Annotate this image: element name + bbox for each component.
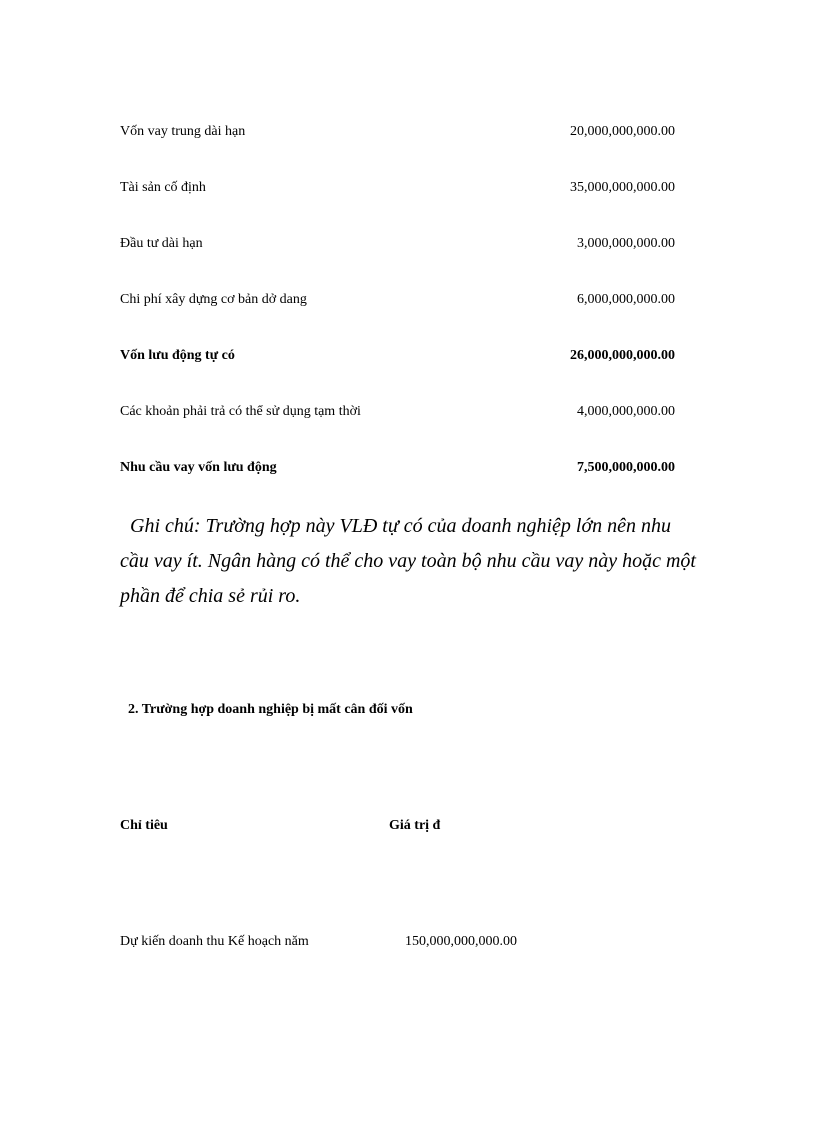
row-label: Vốn lưu động tự có (120, 348, 235, 363)
table-row-label: Dự kiến doanh thu Kế hoạch năm (120, 934, 309, 949)
row-value: 7,500,000,000.00 (577, 460, 675, 475)
row-value: 4,000,000,000.00 (577, 404, 675, 419)
note-paragraph (120, 509, 700, 614)
column-header-indicator: Chỉ tiêu (120, 818, 168, 833)
row-value: 35,000,000,000.00 (570, 180, 675, 195)
row-label: Nhu cầu vay vốn lưu động (120, 460, 277, 475)
row-value: 3,000,000,000.00 (577, 236, 675, 251)
row-label: Đầu tư dài hạn (120, 236, 203, 251)
section-heading: 2. Trường hợp doanh nghiệp bị mất cân đối vốn (128, 702, 413, 717)
table-row-value: 150,000,000,000.00 (405, 934, 517, 949)
row-value: 6,000,000,000.00 (577, 292, 675, 307)
row-label: Các khoản phải trả có thể sử dụng tạm thời (120, 404, 361, 419)
row-label: Tài sản cố định (120, 180, 206, 195)
row-label: Vốn vay trung dài hạn (120, 124, 246, 139)
note-text: Ghi chú: Trường hợp này VLĐ tự có của doanh nghiệp lớn nên nhu cầu vay ít. Ngân hàng có thể cho vay toàn bộ nhu cầu vay này hoặc một phần để chia sẻ rủi ro. (120, 515, 696, 607)
column-header-value: Giá trị đ (389, 818, 441, 833)
row-value: 26,000,000,000.00 (570, 348, 675, 363)
row-label: Chi phí xây dựng cơ bản dở dang (120, 292, 307, 307)
row-value: 20,000,000,000.00 (570, 124, 675, 139)
